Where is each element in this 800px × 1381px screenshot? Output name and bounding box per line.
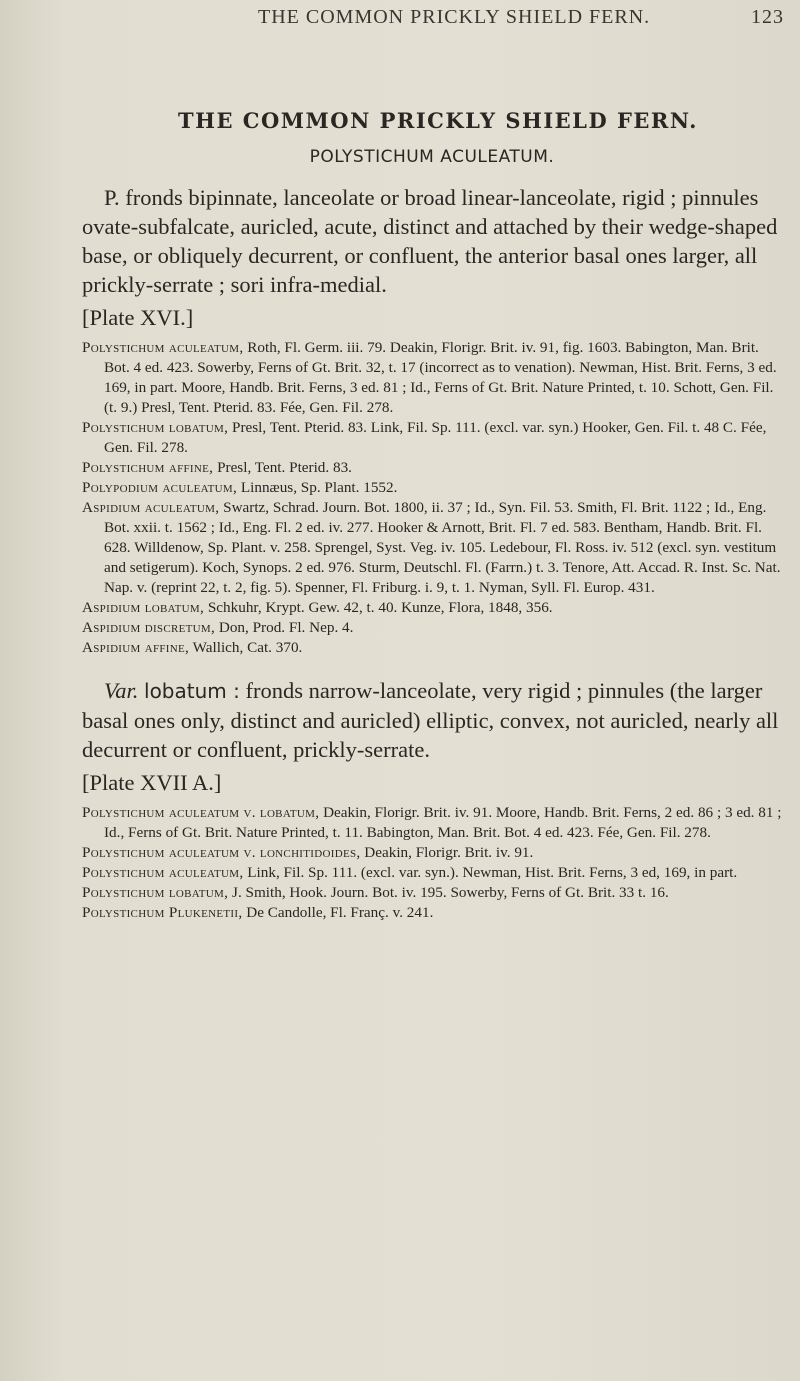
page-number: 123 — [751, 6, 784, 28]
synonym-references: Deakin, Florigr. Brit. iv. 91. — [364, 844, 534, 861]
synonymy-entry — [82, 618, 782, 638]
synonymy-entry — [82, 803, 782, 843]
synonym-references: Presl, Tent. Pterid. 83. — [217, 459, 352, 476]
variety-description — [82, 676, 782, 764]
synonym-name: Polypodium aculeatum, — [82, 479, 238, 496]
synonym-name: Polystichum aculeatum v. lobatum, — [82, 804, 320, 821]
synonym-references: Presl, Tent. Pterid. 83. Link, Fil. Sp. 111. (excl. var. syn.) Hooker, Gen. Fil. t. 48 C. Fée, Gen. Fil. 278. — [104, 419, 767, 456]
synonym-references: Swartz, Schrad. Journ. Bot. 1800, ii. 37 ; Id., Syn. Fil. 53. Smith, Fl. Brit. 1122 ; Id., Eng. Bot. xxii. t. 1562 ; Id., Eng. Fl. 2 ed. iv. 277. Hooker & Arnott, Brit. Fl. 7 ed. 583. Bentham, Handb. Brit. Fl. 628. Willdenow, Sp. Plant. v. 258. Sprengel, Syst. Veg. iv. 105. Ledebour, Fl. Ross. iv. 512 (excl. syn. vestitum and setigerum). Koch, Synops. 2 ed. 976. Sturm, Deutschl. Fl. (Farrn.) t. 3. Tenore, Att. Accad. R. Inst. Sc. Nat. Nap. v. (reprint 22, t. 2, fig. 5). Spenner, Fl. Friburg. i. 9, t. 1. Nyman, Syll. Fl. Europ. 431. — [104, 499, 781, 596]
synonym-references: Link, Fil. Sp. 111. (excl. var. syn.). Newman, Hist. Brit. Ferns, 3 ed, 169, in part. — [247, 864, 738, 881]
description-lead: P. — [104, 185, 120, 210]
synonymy-entry — [82, 458, 782, 478]
variety-label: Var. — [104, 678, 139, 703]
synonymy-entry — [82, 883, 782, 903]
synonymy-entry — [82, 638, 782, 658]
synonym-name: Aspidium aculeatum, — [82, 499, 220, 516]
synonymy-entry — [82, 903, 782, 923]
running-title: THE COMMON PRICKLY SHIELD FERN. — [258, 6, 651, 28]
variety-description-text: fronds narrow-lanceolate, very rigid ; pinnules (the larger basal ones only, distinct and auricled) elliptic, convex, not auricled, nearly all decurrent or confluent, prickly-serrate. — [82, 678, 779, 762]
variety-synonymy — [82, 803, 782, 923]
species-latin-name: POLYSTICHUM ACULEATUM. — [309, 147, 555, 167]
synonym-name: Aspidium lobatum, — [82, 599, 205, 616]
synonym-references: Deakin, Florigr. Brit. iv. 91. Moore, Handb. Brit. Ferns, 2 ed. 86 ; 3 ed. 81 ; Id., Ferns of Gt. Brit. Nature Printed, t. 11. Babington, Man. Brit. Bot. 4 ed. 423. Fée, Gen. Fil. 278. — [104, 804, 782, 841]
synonym-name: Aspidium discretum, — [82, 619, 216, 636]
synonym-references: Schkuhr, Krypt. Gew. 42, t. 40. Kunze, Flora, 1848, 356. — [207, 599, 553, 616]
synonymy-entry — [82, 478, 782, 498]
synonymy-entry — [82, 418, 782, 458]
variety-plate-reference: [Plate XVII A.] — [82, 770, 222, 795]
synonym-references: Linnæus, Sp. Plant. 1552. — [240, 479, 398, 496]
synonym-name: Polystichum Plukenetii, — [82, 904, 243, 921]
synonym-name: Aspidium affine, — [82, 639, 190, 656]
synonym-references: Wallich, Cat. 370. — [192, 639, 303, 656]
synonym-name: Polystichum aculeatum, — [82, 339, 244, 356]
synonymy-entry — [82, 843, 782, 863]
running-header — [0, 6, 800, 36]
species-plate-reference: [Plate XVI.] — [82, 305, 194, 330]
species-title: THE COMMON PRICKLY SHIELD FERN. — [178, 108, 698, 133]
synonym-references: J. Smith, Hook. Journ. Bot. iv. 195. Sowerby, Ferns of Gt. Brit. 33 t. 16. — [232, 884, 669, 901]
species-description — [82, 183, 782, 299]
synonym-references: Don, Prod. Fl. Nep. 4. — [218, 619, 354, 636]
synonym-name: Polystichum lobatum, — [82, 884, 229, 901]
species-synonymy — [82, 338, 782, 658]
synonymy-entry — [82, 863, 782, 883]
variety-name: lobatum : — [144, 679, 240, 703]
synonym-references: Roth, Fl. Germ. iii. 79. Deakin, Florigr. Brit. iv. 91, fig. 1603. Babington, Man. Brit. Bot. 4 ed. 423. Sowerby, Ferns of Gt. Brit. 32, t. 17 (incorrect as to venation). Newman, Hist. Brit. Ferns, 3 ed. 169, in part. Moore, Handb. Brit. Ferns, 3 ed. 81 ; Id., Ferns of Gt. Brit. Nature Printed, t. 10. Schott, Gen. Fil. (t. 9.) Presl, Tent. Pterid. 83. Fée, Gen. Fil. 278. — [104, 339, 777, 416]
synonym-name: Polystichum aculeatum v. lonchitidoides, — [82, 844, 361, 861]
page-content — [82, 108, 782, 941]
synonym-name: Polystichum affine, — [82, 459, 214, 476]
synonym-name: Polystichum aculeatum, — [82, 864, 244, 881]
synonymy-entry — [82, 598, 782, 618]
synonymy-entry — [82, 338, 782, 418]
synonymy-entry — [82, 498, 782, 598]
synonym-references: De Candolle, Fl. Franç. v. 241. — [246, 904, 434, 921]
synonym-name: Polystichum lobatum, — [82, 419, 229, 436]
description-text: fronds bipinnate, lanceolate or broad linear-lanceolate, rigid ; pinnules ovate-subfalcate, auricled, acute, distinct and attached by their wedge-shaped base, or obliquely decurrent, or confluent, the anterior basal ones larger, all prickly-serrate ; sori infra-medial. — [82, 185, 778, 297]
